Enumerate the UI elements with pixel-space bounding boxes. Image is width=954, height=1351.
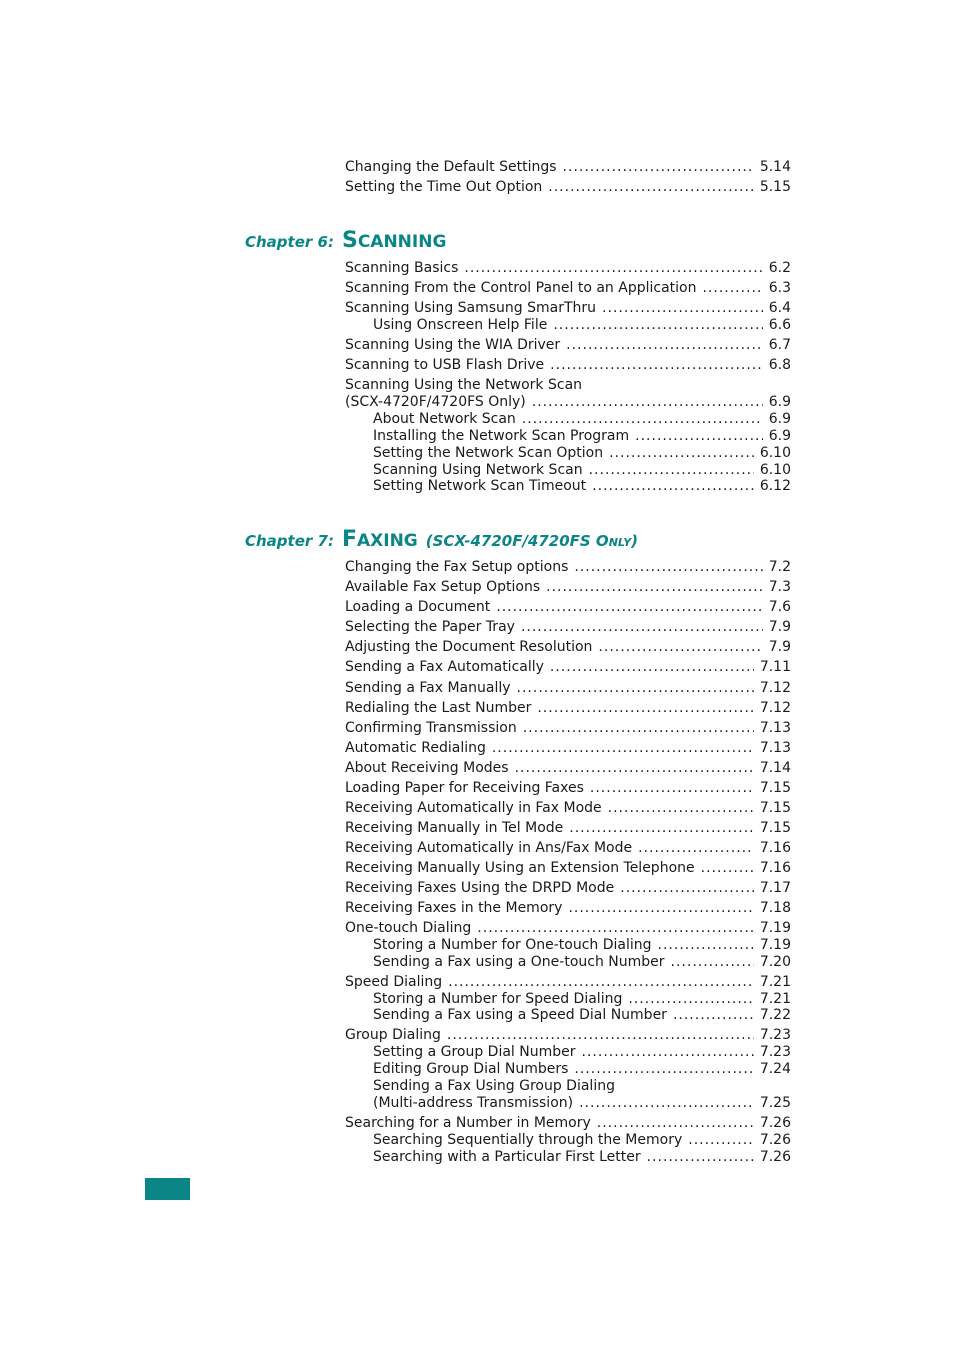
toc-entry-page: 6.10 xyxy=(759,445,791,461)
toc-entry[interactable] xyxy=(345,280,791,297)
toc-entry-title: Changing the Default Settings xyxy=(345,159,557,175)
toc-entry[interactable] xyxy=(345,840,791,857)
toc-entry[interactable] xyxy=(345,1115,791,1132)
toc-leader xyxy=(597,1115,754,1132)
toc-entry-page: 5.15 xyxy=(759,179,791,195)
toc-entry[interactable] xyxy=(345,1027,791,1044)
toc-leader xyxy=(550,357,763,374)
toc-entry-page: 7.22 xyxy=(759,1007,791,1023)
toc-entry-page: 5.14 xyxy=(759,159,791,175)
toc-entry-page: 7.25 xyxy=(759,1095,791,1111)
chapter-6-name-rest: CANNING xyxy=(357,232,447,252)
toc-entry-title-line[interactable]: Scanning Using the Network Scan xyxy=(345,377,583,393)
toc-entry-page: 7.19 xyxy=(759,937,791,953)
toc-entry-title: Scanning From the Control Panel to an Application xyxy=(345,280,697,296)
chapter-7-label: Chapter 7: xyxy=(245,532,334,550)
toc-subentry[interactable] xyxy=(373,1095,791,1112)
page-tab-marker xyxy=(145,1178,190,1200)
toc-entry-title: Setting the Network Scan Option xyxy=(373,445,604,461)
toc-entry-page: 6.12 xyxy=(759,478,791,494)
toc-entry[interactable] xyxy=(345,357,791,374)
toc-entry[interactable] xyxy=(345,760,791,777)
toc-entry-title: One-touch Dialing xyxy=(345,920,472,936)
toc-leader xyxy=(569,820,754,837)
toc-entry-title: Receiving Faxes Using the DRPD Mode xyxy=(345,880,615,896)
toc-entry-title: Automatic Redialing xyxy=(345,740,486,756)
toc-entry-title: Sending a Fax using a One-touch Number xyxy=(373,954,665,970)
toc-entry-page: 6.9 xyxy=(768,428,791,444)
toc-subentry[interactable] xyxy=(373,1044,791,1061)
toc-entry[interactable] xyxy=(345,800,791,817)
chapter-6-heading xyxy=(245,228,446,254)
toc-entry-page: 7.26 xyxy=(759,1132,791,1148)
toc-subentry[interactable] xyxy=(373,411,791,428)
toc-subentry[interactable] xyxy=(373,462,791,479)
toc-entry-page: 7.13 xyxy=(759,720,791,736)
toc-entry-title: Editing Group Dial Numbers xyxy=(373,1061,569,1077)
toc-entry-title: Using Onscreen Help File xyxy=(373,317,548,333)
toc-entry[interactable] xyxy=(345,900,791,917)
toc-entry-page: 7.9 xyxy=(768,639,791,655)
toc-entry[interactable] xyxy=(345,179,791,196)
toc-leader xyxy=(702,280,762,297)
toc-leader xyxy=(496,599,762,616)
toc-entry-title: Scanning to USB Flash Drive xyxy=(345,357,545,373)
toc-leader xyxy=(517,680,754,697)
toc-entry-page: 6.9 xyxy=(768,411,791,427)
toc-entry-title: Scanning Using Network Scan xyxy=(373,462,583,478)
toc-entry-title: Changing the Fax Setup options xyxy=(345,559,569,575)
chapter-7-suffix xyxy=(426,532,638,550)
toc-entry[interactable] xyxy=(345,159,791,176)
toc-leader xyxy=(590,780,754,797)
toc-entry-page: 7.19 xyxy=(759,920,791,936)
toc-leader xyxy=(448,974,754,991)
toc-subentry[interactable] xyxy=(373,317,791,334)
toc-entry-title: Available Fax Setup Options xyxy=(345,579,541,595)
toc-entry-page: 7.18 xyxy=(759,900,791,916)
toc-leader xyxy=(671,954,754,971)
toc-entry-title: Receiving Automatically in Fax Mode xyxy=(345,800,602,816)
toc-entry-title: About Receiving Modes xyxy=(345,760,509,776)
toc-leader xyxy=(598,639,762,656)
toc-leader xyxy=(635,428,763,445)
chapter-7-suffix-end: ) xyxy=(631,532,639,550)
toc-leader xyxy=(592,478,754,495)
toc-entry-title: Searching for a Number in Memory xyxy=(345,1115,591,1131)
toc-entry-page: 6.6 xyxy=(768,317,791,333)
toc-leader xyxy=(521,619,763,636)
toc-entry[interactable] xyxy=(345,700,791,717)
toc-leader xyxy=(568,900,753,917)
chapter-6-name-initial: S xyxy=(341,228,358,253)
toc-entry-title: Receiving Manually Using an Extension Telephone xyxy=(345,860,695,876)
toc-leader xyxy=(477,920,754,937)
toc-leader xyxy=(701,860,754,877)
toc-leader xyxy=(492,740,754,757)
toc-entry-title: Sending a Fax Manually xyxy=(345,680,511,696)
toc-entry-page: 6.9 xyxy=(768,394,791,410)
toc-leader xyxy=(574,559,762,576)
toc-entry[interactable] xyxy=(345,639,791,656)
toc-entry-title: Storing a Number for Speed Dialing xyxy=(373,991,623,1007)
toc-leader xyxy=(464,260,762,277)
toc-entry[interactable] xyxy=(345,579,791,596)
toc-entry[interactable] xyxy=(345,880,791,897)
toc-entry[interactable] xyxy=(345,659,791,676)
toc-entry-page: 7.12 xyxy=(759,680,791,696)
toc-entry-page: 7.23 xyxy=(759,1027,791,1043)
toc-entry-title: (Multi-address Transmission) xyxy=(373,1095,574,1111)
toc-leader xyxy=(688,1132,754,1149)
toc-subentry[interactable] xyxy=(373,428,791,445)
toc-entry[interactable] xyxy=(345,680,791,697)
toc-entry-title: About Network Scan xyxy=(373,411,516,427)
toc-leader xyxy=(537,700,753,717)
chapter-7-name-initial: F xyxy=(341,527,357,552)
toc-entry-page: 6.2 xyxy=(768,260,791,276)
toc-entry-title: Receiving Faxes in the Memory xyxy=(345,900,563,916)
toc-entry-page: 7.6 xyxy=(768,599,791,615)
toc-subentry[interactable] xyxy=(373,478,791,495)
toc-entry[interactable] xyxy=(345,860,791,877)
toc-entry-title: Scanning Using Samsung SmarThru xyxy=(345,300,597,316)
toc-entry-page: 7.21 xyxy=(759,991,791,1007)
toc-entry[interactable] xyxy=(345,559,791,576)
toc-leader xyxy=(515,760,754,777)
toc-entry-page: 7.24 xyxy=(759,1061,791,1077)
toc-entry-title: Loading a Document xyxy=(345,599,491,615)
toc-leader xyxy=(620,880,754,897)
toc-subentry[interactable] xyxy=(373,1061,791,1078)
toc-entry-page: 7.13 xyxy=(759,740,791,756)
toc-entry-title: Setting the Time Out Option xyxy=(345,179,543,195)
toc-leader xyxy=(546,579,763,596)
toc-entry-page: 7.20 xyxy=(759,954,791,970)
toc-entry-page: 7.11 xyxy=(759,659,791,675)
toc-entry-page: 7.9 xyxy=(768,619,791,635)
chapter-7-name-rest: AXING xyxy=(356,531,418,551)
toc-entry-title: Storing a Number for One-touch Dialing xyxy=(373,937,652,953)
toc-subentry[interactable] xyxy=(373,1007,791,1024)
toc-entry[interactable] xyxy=(345,974,791,991)
toc-entry-page: 6.7 xyxy=(768,337,791,353)
toc-leader xyxy=(609,445,754,462)
toc-subentry-title-line[interactable]: Sending a Fax Using Group Dialing xyxy=(373,1078,615,1094)
toc-entry-page: 7.12 xyxy=(759,700,791,716)
toc-leader xyxy=(602,300,763,317)
toc-entry-title: Sending a Fax Automatically xyxy=(345,659,544,675)
toc-subentry[interactable] xyxy=(373,937,791,954)
toc-subentry[interactable] xyxy=(373,991,791,1008)
toc-entry-page: 7.16 xyxy=(759,860,791,876)
toc-leader xyxy=(647,1149,754,1166)
toc-entry[interactable] xyxy=(345,740,791,757)
toc-entry-title: Speed Dialing xyxy=(345,974,443,990)
toc-entry-page: 7.14 xyxy=(759,760,791,776)
toc-entry-title: Sending a Fax using a Speed Dial Number xyxy=(373,1007,667,1023)
chapter-7-suffix-main: (SCX-4720F/4720FS O xyxy=(425,532,609,550)
toc-entry-page: 7.23 xyxy=(759,1044,791,1060)
toc-entry-title: Scanning Basics xyxy=(345,260,459,276)
toc-entry-page: 6.4 xyxy=(768,300,791,316)
toc-entry-title: Selecting the Paper Tray xyxy=(345,619,515,635)
toc-entry-page: 7.26 xyxy=(759,1115,791,1131)
toc-subentry[interactable] xyxy=(373,445,791,462)
toc-entry-page: 7.15 xyxy=(759,780,791,796)
toc-entry-page: 6.8 xyxy=(768,357,791,373)
toc-entry-page: 7.17 xyxy=(759,880,791,896)
toc-entry[interactable] xyxy=(345,720,791,737)
toc-leader xyxy=(563,159,754,176)
toc-entry[interactable] xyxy=(345,780,791,797)
toc-subentry[interactable] xyxy=(373,1132,791,1149)
toc-entry-title: Redialing the Last Number xyxy=(345,700,532,716)
toc-entry-page: 6.3 xyxy=(768,280,791,296)
toc-entry[interactable] xyxy=(345,337,791,354)
toc-entry-page: 6.10 xyxy=(759,462,791,478)
toc-leader xyxy=(608,800,754,817)
toc-leader xyxy=(553,317,762,334)
toc-subentry[interactable] xyxy=(373,1149,791,1166)
toc-entry-page: 7.16 xyxy=(759,840,791,856)
toc-entry[interactable] xyxy=(345,920,791,937)
toc-entry-title: Setting Network Scan Timeout xyxy=(373,478,587,494)
toc-entry-page: 7.15 xyxy=(759,820,791,836)
toc-leader xyxy=(522,411,763,428)
toc-entry-page: 7.15 xyxy=(759,800,791,816)
toc-entry-title: Searching with a Particular First Letter xyxy=(373,1149,641,1165)
toc-leader xyxy=(673,1007,754,1024)
toc-entry-title: Adjusting the Document Resolution xyxy=(345,639,593,655)
toc-entry-title: Loading Paper for Receiving Faxes xyxy=(345,780,584,796)
toc-subentry[interactable] xyxy=(373,954,791,971)
toc-entry[interactable] xyxy=(345,619,791,636)
toc-leader xyxy=(447,1027,754,1044)
toc-entry-title: Group Dialing xyxy=(345,1027,441,1043)
toc-entry[interactable] xyxy=(345,820,791,837)
toc-entry-title: Receiving Automatically in Ans/Fax Mode xyxy=(345,840,633,856)
chapter-7-suffix-small: NLY xyxy=(608,536,632,549)
toc-entry-page: 7.21 xyxy=(759,974,791,990)
toc-leader xyxy=(523,720,754,737)
toc-entry-title: Setting a Group Dial Number xyxy=(373,1044,576,1060)
toc-leader xyxy=(566,337,763,354)
toc-leader xyxy=(548,179,754,196)
toc-entry[interactable] xyxy=(345,300,791,317)
toc-leader xyxy=(532,394,763,411)
toc-leader xyxy=(550,659,754,676)
chapter-7-heading xyxy=(245,527,638,553)
toc-leader xyxy=(589,462,754,479)
toc-leader xyxy=(638,840,754,857)
toc-leader xyxy=(658,937,754,954)
toc-entry[interactable] xyxy=(345,394,791,411)
toc-entry-title: (SCX-4720F/4720FS Only) xyxy=(345,394,526,410)
toc-entry[interactable] xyxy=(345,599,791,616)
toc-entry-title: Receiving Manually in Tel Mode xyxy=(345,820,564,836)
toc-entry[interactable] xyxy=(345,260,791,277)
toc-leader xyxy=(628,991,753,1008)
toc-leader xyxy=(574,1061,753,1078)
chapter-6-label: Chapter 6: xyxy=(245,233,334,251)
toc-leader xyxy=(582,1044,754,1061)
toc-leader xyxy=(579,1095,754,1112)
toc-entry-page: 7.3 xyxy=(768,579,791,595)
toc-entry-page: 7.26 xyxy=(759,1149,791,1165)
toc-entry-title: Searching Sequentially through the Memory xyxy=(373,1132,683,1148)
toc-entry-page: 7.2 xyxy=(768,559,791,575)
toc-entry-title: Confirming Transmission xyxy=(345,720,517,736)
toc-entry-title: Scanning Using the WIA Driver xyxy=(345,337,561,353)
toc-entry-title: Installing the Network Scan Program xyxy=(373,428,630,444)
